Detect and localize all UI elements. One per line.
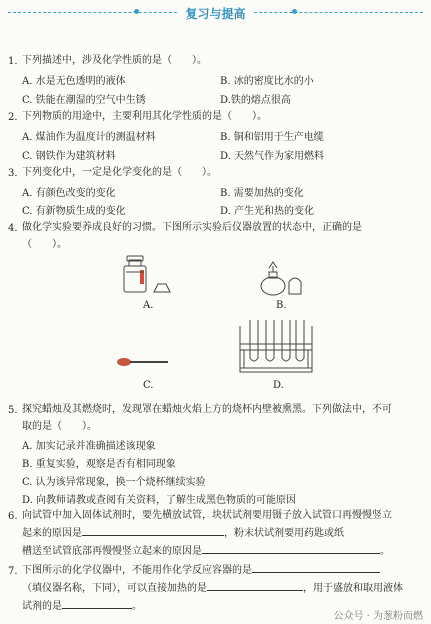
q7-text-3a: 试剂的是 (22, 601, 62, 612)
q5-number: 5. (8, 405, 18, 416)
q3-option-c: C. 有新物质生成的变化 (22, 206, 126, 217)
figure-b-alcohol-lamp (255, 258, 315, 298)
q7-text-3b: 。 (132, 601, 142, 612)
q5-stem: 探究蜡烛及其燃烧时，发现罩在蜡烛火焰上方的烧杯内壁被熏黑。下列做法中，不可 (22, 404, 392, 415)
q7-number: 7. (8, 566, 18, 577)
q5-option-c: C. 认为该异常现象，换一个烧杯继续实验 (22, 477, 206, 488)
q1-option-b: B. 冰的密度比水的小 (220, 76, 314, 87)
q2-option-a: A. 煤油作为温度计的测温材料 (22, 132, 156, 143)
figure-a-label: A. (143, 300, 154, 311)
q7-text-2b: ，用于盛放和取用液体 (303, 583, 403, 594)
q7-text-2a: （填仪器名称，下同），可以直接加热的是 (22, 583, 207, 594)
q6-line-3 (22, 545, 390, 559)
q4-number: 4. (8, 223, 18, 234)
q3-option-b: B. 需要加热的变化 (220, 188, 304, 199)
q6-answer-blank-2[interactable] (202, 553, 380, 554)
figure-a-reagent-bottle (118, 254, 178, 294)
q1-option-d: D.铁的熔点很高 (220, 95, 291, 106)
q4-stem-cont: （ ）。 (22, 239, 67, 250)
q3-number: 3. (8, 168, 18, 179)
q5-stem-cont: 取的是（ ）。 (22, 421, 97, 432)
q7-line-2 (22, 582, 403, 596)
q1-option-c: C. 铁能在潮湿的空气中生锈 (22, 95, 146, 106)
q6-answer-blank-1[interactable] (82, 535, 224, 536)
q2-number: 2. (8, 112, 18, 123)
header (0, 3, 431, 22)
figure-c-label: C. (143, 380, 154, 391)
figure-d-label: D. (273, 380, 284, 391)
q7-answer-blank-1[interactable] (252, 572, 380, 573)
q6-line-1: 向试管中加入固体试剂时，要先横放试管，块状试剂要用镊子放入试管口再慢慢竖立 (22, 510, 392, 521)
figure-c-dropper (112, 352, 172, 372)
q5-option-b: B. 重复实验，观察是否有相同现象 (22, 459, 176, 470)
q7-text-1: 下图所示的化学仪器中，不能用作化学反应容器的是 (22, 565, 252, 576)
q5-option-a: A. 加实记录并准确描述该现象 (22, 441, 156, 452)
watermark: 公众号 · 为葱粉而燃 (333, 611, 423, 622)
q7-answer-blank-2[interactable] (207, 590, 303, 591)
q2-option-d: D. 天然气作为家用燃料 (220, 151, 325, 162)
q7-line-3 (22, 600, 142, 614)
q1-option-a: A. 水是无色透明的液体 (22, 76, 126, 87)
q3-stem: 下列变化中，一定是化学变化的是（ ）。 (22, 167, 217, 178)
q3-option-d: D. 产生光和热的变化 (220, 206, 315, 217)
q6-line-2 (22, 527, 344, 541)
q6-text-2a: 起来的原因是 (22, 528, 82, 539)
q5-option-d: D. 向教师请教或查阅有关资料，了解生成黑色物质的可能原因 (22, 495, 297, 506)
q7-answer-blank-3[interactable] (62, 608, 132, 609)
figure-b-label: B. (276, 300, 287, 311)
q4-stem: 做化学实验要养成良好的习惯。下图所示实验后仪器放置的状态中，正确的是 (22, 222, 362, 233)
q2-option-c: C. 钢铁作为建筑材料 (22, 151, 116, 162)
q1-stem: 下列描述中，涉及化学性质的是（ ）。 (22, 55, 207, 66)
q2-option-b: B. 铜和铝用于生产电缆 (220, 132, 324, 143)
q6-text-3a: 槽送至试管底部再慢慢竖立起来的原因是 (22, 546, 202, 557)
q7-line-1 (22, 564, 380, 578)
q3-option-a: A. 有颜色改变的变化 (22, 188, 116, 199)
q6-text-3b: 。 (380, 546, 390, 557)
q6-number: 6. (8, 511, 18, 522)
page-title: 复习与提高 (177, 7, 253, 21)
q6-text-2b: ，粉末状试剂要用药匙或纸 (224, 528, 344, 539)
q2-stem: 下列物质的用途中，主要利用其化学性质的是（ ）。 (22, 111, 267, 122)
figure-d-test-tube-rack (236, 318, 316, 376)
q1-number: 1. (8, 56, 18, 67)
